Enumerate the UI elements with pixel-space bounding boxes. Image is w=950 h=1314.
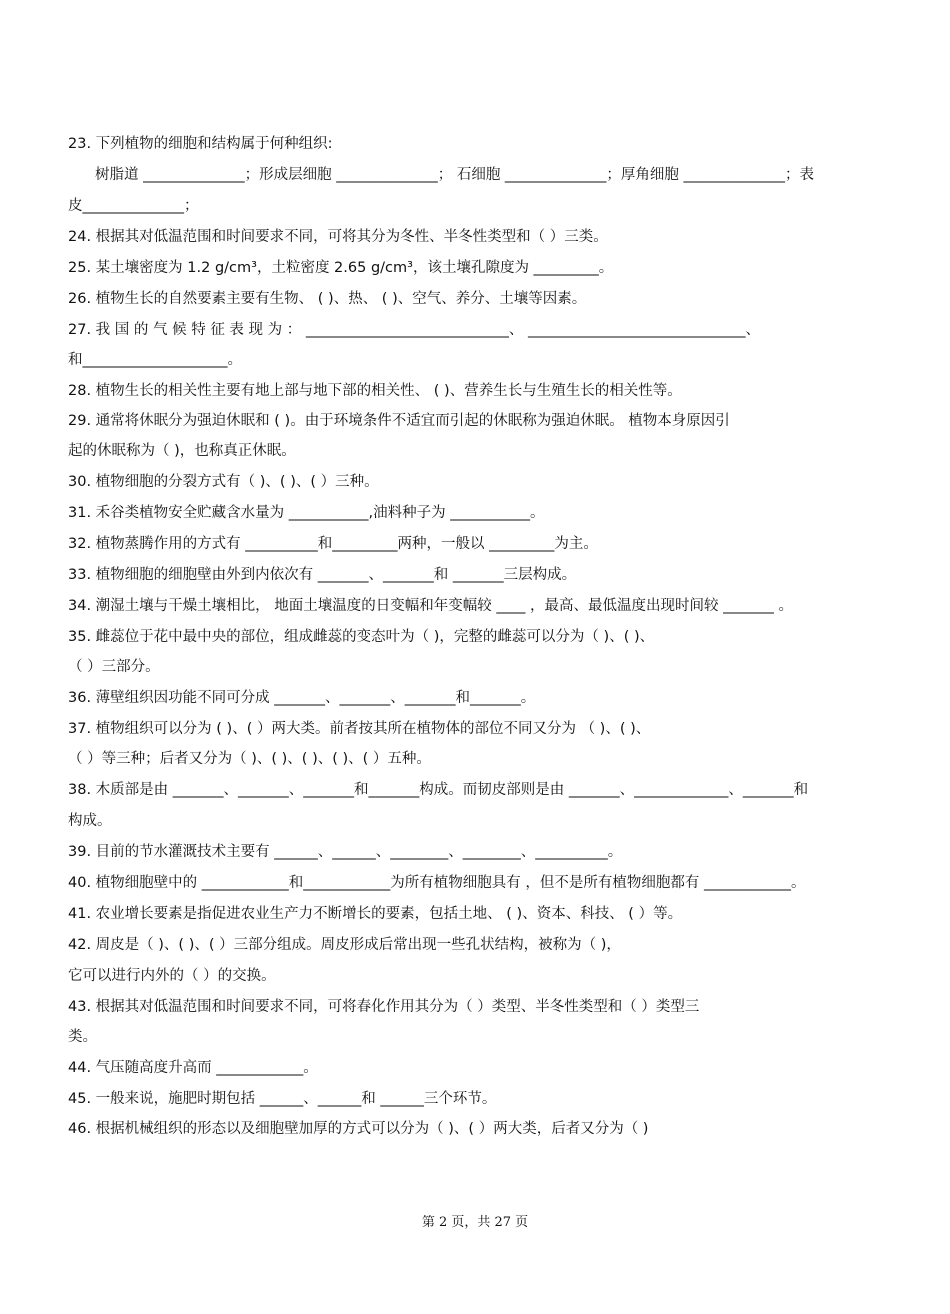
question-44-text: 44. 气压随高度升高而 ____________。: [68, 1060, 318, 1076]
question-33-text: 33. 植物细胞的细胞壁由外到内依次有 _______、_______和 _______三层构成。: [68, 567, 577, 583]
question-28-text: 28. 植物生长的相关性主要有地上部与地下部的相关性、 ( )、营养生长与生殖生长的相关性等。: [68, 383, 682, 399]
question-42-text: 42. 周皮是（ )、( )、( ）三部分组成。周皮形成后常出现一些孔状结构，被称为（ )，: [68, 937, 621, 953]
question-30-text: 30. 植物细胞的分裂方式有（ )、( )、( ）三种。: [68, 474, 379, 490]
page-number-footer: 第 2 页，共 27 页: [421, 1215, 529, 1230]
question-23-items-cont: 皮______________；: [68, 198, 199, 214]
question-43-text: 43. 根据其对低温范围和时间要求不同，可将春化作用其分为（ ）类型、半冬性类型和（ ）类型三: [68, 999, 700, 1015]
question-38-cont: 构成。: [68, 813, 112, 829]
question-37-cont: （ ）等三种；后者又分为（ )、( )、( )、( )、( ）五种。: [68, 751, 431, 767]
question-35-text: 35. 雌蕊位于花中最中央的部位，组成雌蕊的变态叶为（ )，完整的雌蕊可以分为（ )、( )、: [68, 629, 655, 645]
question-37-text: 37. 植物组织可以分为 ( )、( ）两大类。前者按其所在植物体的部位不同又分为 （ )、( )、: [68, 721, 651, 737]
question-29-text: 29. 通常将休眠分为强迫休眠和 ( )。由于环境条件不适宜而引起的休眠称为强迫休眠。 植物本身原因引: [68, 413, 730, 429]
question-23-items: 树脂道 ______________；形成层细胞 ______________； 石细胞 ______________；厚角细胞 ______________；表: [95, 167, 815, 183]
question-26-text: 26. 植物生长的自然要素主要有生物、 ( )、热、 ( )、空气、养分、土壤等因素。: [68, 291, 587, 307]
question-24-text: 24. 根据其对低温范围和时间要求不同，可将其分为冬性、半冬性类型和（ ）三类。: [68, 229, 608, 245]
question-41-text: 41. 农业增长要素是指促进农业生产力不断增长的要素，包括土地、 ( )、资本、科技、 ( ）等。: [68, 906, 683, 922]
question-29-cont: 起的休眠称为（ )，也称真正休眠。: [68, 443, 296, 459]
question-38-text: 38. 木质部是由 _______、_______、_______和_______构成。而韧皮部则是由 _______、_____________、_______和: [68, 782, 809, 798]
question-31-text: 31. 禾谷类植物安全贮藏含水量为 ___________,油料种子为 ___________。: [68, 505, 545, 521]
question-32-text: 32. 植物蒸腾作用的方式有 __________和_________两种，一般以 _________为主。: [68, 536, 598, 552]
question-36-text: 36. 薄壁组织因功能不同可分成 _______、_______、_______和_______。: [68, 690, 536, 706]
question-27-cont: 和____________________。: [68, 352, 242, 368]
question-39-text: 39. 目前的节水灌溉技术主要有 ______、______、________、________、__________。: [68, 844, 623, 860]
question-27-text: 27. 我 国 的 气 候 特 征 表 现 为 ： ____________________________、 ______________________________、: [68, 322, 760, 338]
question-42-cont: 它可以进行内外的（ ）的交换。: [68, 968, 276, 984]
question-23-text: 23. 下列植物的细胞和结构属于何种组织:: [68, 136, 333, 152]
question-43-cont: 类。: [68, 1029, 97, 1045]
question-34-text: 34. 潮湿土壤与干燥土壤相比， 地面土壤温度的日变幅和年变幅较 ____ ，最高、最低温度出现时间较 _______ 。: [68, 598, 793, 614]
question-45-text: 45. 一般来说，施肥时期包括 ______、______和 ______三个环节。: [68, 1091, 497, 1107]
question-25-text: 25. 某土壤密度为 1.2 g/cm³，土粒密度 2.65 g/cm³，该土壤孔隙度为 _________。: [68, 260, 614, 276]
question-40-text: 40. 植物细胞壁中的 ____________和____________为所有植物细胞具有 ，但不是所有植物细胞都有 ____________。: [68, 875, 806, 891]
question-35-cont: （ ）三部分。: [68, 659, 160, 675]
question-46-text: 46. 根据机械组织的形态以及细胞壁加厚的方式可以分为（ )、( ）两大类，后者又分为（ ): [68, 1121, 649, 1137]
